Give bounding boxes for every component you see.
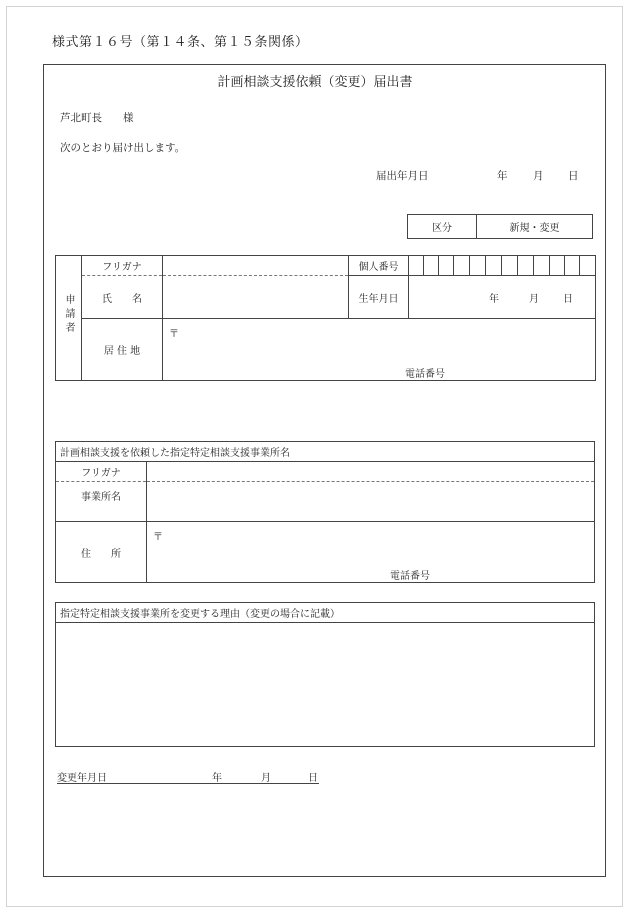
personal-number-digit[interactable]: [439, 256, 454, 276]
change-date-day: 日: [308, 773, 318, 784]
change-date-line[interactable]: [57, 769, 319, 784]
postal-mark: 〒: [169, 329, 179, 340]
office-postal-mark: 〒: [153, 532, 163, 543]
reason-header: 指定特定相談支援事業所を変更する理由（変更の場合に記載）: [56, 603, 595, 623]
office-name-input[interactable]: [147, 482, 595, 522]
addressee: 芦北町長 様: [60, 112, 134, 124]
office-address-input[interactable]: [147, 522, 595, 583]
name-label: 氏 名: [82, 276, 163, 319]
change-date-year: 年: [212, 773, 222, 784]
personal-number-digit[interactable]: [502, 256, 518, 276]
personal-number-digit[interactable]: [454, 256, 470, 276]
office-header: 計画相談支援を依頼した指定特定相談支援事業所名: [56, 442, 595, 462]
phone-label: 電話番号: [405, 369, 445, 380]
personal-number-digit[interactable]: [565, 256, 580, 276]
personal-number-digit[interactable]: [486, 256, 502, 276]
birth-date-input[interactable]: [409, 276, 596, 319]
category-box: [407, 214, 593, 239]
personal-number-digit[interactable]: [534, 256, 550, 276]
form-title: 計画相談支援依頼（変更）届出書: [217, 75, 413, 90]
personal-number-digit[interactable]: [518, 256, 534, 276]
reason-table: [55, 602, 595, 747]
category-label: 区分: [408, 215, 477, 239]
birth-day: 日: [563, 294, 573, 305]
personal-number-digit[interactable]: [424, 256, 439, 276]
submit-date-year: 年: [497, 170, 508, 182]
birth-month: 月: [529, 294, 539, 305]
applicant-table: [55, 255, 596, 381]
submit-date-day: 日: [568, 170, 579, 182]
birth-date-label: 生年月日: [349, 276, 409, 319]
office-furigana-label: フリガナ: [56, 462, 147, 482]
address-input[interactable]: [163, 319, 596, 381]
change-date-label: 変更年月日: [57, 773, 107, 784]
reason-input[interactable]: [56, 623, 595, 747]
personal-number-digit[interactable]: [550, 256, 565, 276]
category-value[interactable]: 新規・変更: [477, 215, 593, 239]
office-furigana-input[interactable]: [147, 462, 595, 482]
submit-date-label: 届出年月日: [376, 170, 429, 182]
name-input[interactable]: [163, 276, 349, 319]
change-date-month: 月: [261, 773, 271, 784]
personal-number-digit[interactable]: [580, 256, 596, 276]
applicant-label: 申請者: [56, 256, 82, 381]
personal-number-digit[interactable]: [409, 256, 424, 276]
furigana-label: フリガナ: [82, 256, 163, 276]
submit-date-month: 月: [533, 170, 544, 182]
birth-year: 年: [489, 294, 499, 305]
form-number: 様式第１６号（第１４条、第１５条関係）: [52, 35, 309, 50]
office-address-label: 住 所: [56, 522, 147, 583]
personal-number-digit[interactable]: [470, 256, 486, 276]
address-label: 居 住 地: [82, 319, 163, 381]
office-table: [55, 441, 595, 583]
office-phone-label: 電話番号: [390, 571, 430, 582]
intro-text: 次のとおり届け出します。: [60, 142, 186, 154]
personal-number-label: 個人番号: [349, 256, 409, 276]
office-name-label: 事業所名: [56, 482, 147, 522]
furigana-input[interactable]: [163, 256, 349, 276]
